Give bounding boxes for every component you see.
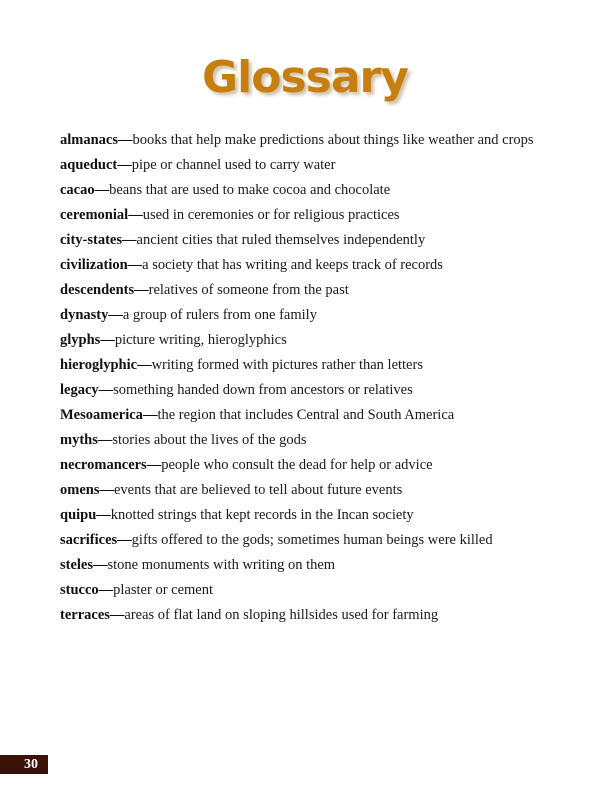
glossary-entry	[60, 455, 600, 480]
glossary-definition: a society that has writing and keeps track of records	[142, 257, 443, 273]
glossary-term: ceremonial	[60, 207, 129, 223]
glossary-term: dynasty	[60, 307, 109, 323]
glossary-definition: plaster or cement	[113, 582, 214, 598]
glossary-term: terraces	[60, 607, 110, 623]
glossary-entry	[60, 180, 600, 205]
separator: —	[93, 557, 108, 573]
separator: —	[98, 382, 114, 398]
glossary-entry	[60, 305, 600, 330]
glossary-term: steles	[60, 557, 94, 573]
glossary-entry	[60, 555, 600, 580]
glossary-definition: the region that includes Central and South America	[157, 407, 455, 423]
glossary-term: city-states	[60, 232, 123, 248]
glossary-term: quipu	[60, 507, 97, 523]
glossary-term: legacy	[60, 382, 99, 398]
separator: —	[122, 232, 137, 248]
glossary-definition: relatives of someone from the past	[148, 282, 349, 298]
glossary-definition: knotted strings that kept records in the Incan society	[110, 507, 414, 523]
glossary-term: necromancers	[60, 457, 147, 473]
glossary-entry	[60, 155, 600, 180]
separator: —	[134, 282, 149, 298]
glossary-definition: something handed down from ancestors or relatives	[113, 382, 413, 398]
page-number: 30	[0, 755, 48, 774]
glossary-entry	[60, 480, 600, 505]
glossary-entry	[60, 380, 600, 405]
glossary-definition: people who consult the dead for help or advice	[161, 457, 433, 473]
page-title: Glossary	[202, 52, 408, 103]
glossary-definition: pipe or channel used to carry water	[131, 157, 336, 173]
glossary-term: glyphs	[60, 332, 101, 348]
glossary-list	[60, 130, 600, 630]
glossary-term: Mesoamerica	[60, 407, 143, 423]
glossary-definition: picture writing, hieroglyphics	[114, 332, 287, 348]
separator: —	[94, 182, 110, 198]
glossary-term: descendents	[60, 282, 135, 298]
glossary-definition: areas of flat land on sloping hillsides used for farming	[124, 607, 439, 623]
separator: —	[118, 132, 133, 148]
glossary-definition: beans that are used to make cocoa and chocolate	[109, 182, 391, 198]
separator: —	[146, 457, 162, 473]
glossary-term: aqueduct	[60, 157, 118, 173]
separator: —	[137, 357, 152, 373]
glossary-entry	[60, 505, 600, 530]
glossary-definition: a group of rulers from one family	[122, 307, 317, 323]
separator: —	[99, 482, 114, 498]
separator: —	[127, 257, 143, 273]
separator: —	[142, 407, 158, 423]
glossary-term: cacao	[60, 182, 95, 198]
glossary-definition: stories about the lives of the gods	[112, 432, 307, 448]
glossary-entry	[60, 430, 600, 455]
glossary-definition: ancient cities that ruled themselves independently	[136, 232, 426, 248]
glossary-term: civilization	[60, 257, 128, 273]
glossary-definition: writing formed with pictures rather than letters	[151, 357, 423, 373]
separator: —	[100, 332, 115, 348]
glossary-entry	[60, 580, 600, 605]
glossary-entry	[60, 280, 600, 305]
glossary-term: myths	[60, 432, 98, 448]
glossary-entry	[60, 605, 600, 630]
glossary-definition: events that are believed to tell about future events	[113, 482, 403, 498]
glossary-entry	[60, 130, 600, 155]
separator: —	[128, 207, 143, 223]
separator: —	[97, 432, 113, 448]
glossary-entry	[60, 530, 600, 555]
glossary-term: sacrifices	[60, 532, 118, 548]
glossary-definition: gifts offered to the gods; sometimes human beings were killed	[131, 532, 493, 548]
glossary-term: omens	[60, 482, 100, 498]
glossary-entry	[60, 405, 600, 430]
separator: —	[109, 607, 125, 623]
separator: —	[117, 532, 132, 548]
glossary-definition: used in ceremonies or for religious practices	[142, 207, 400, 223]
separator: —	[117, 157, 132, 173]
separator: —	[96, 507, 111, 523]
glossary-definition: stone monuments with writing on them	[107, 557, 336, 573]
glossary-entry	[60, 330, 600, 355]
glossary-term: hieroglyphic	[60, 357, 138, 373]
glossary-entry	[60, 255, 600, 280]
glossary-entry	[60, 205, 600, 230]
separator: —	[98, 582, 114, 598]
glossary-definition: books that help make predictions about things like weather and crops	[132, 132, 534, 148]
glossary-term: almanacs	[60, 132, 118, 148]
glossary-term: stucco	[60, 582, 99, 598]
glossary-entry	[60, 230, 600, 255]
glossary-entry	[60, 355, 600, 380]
separator: —	[108, 307, 123, 323]
